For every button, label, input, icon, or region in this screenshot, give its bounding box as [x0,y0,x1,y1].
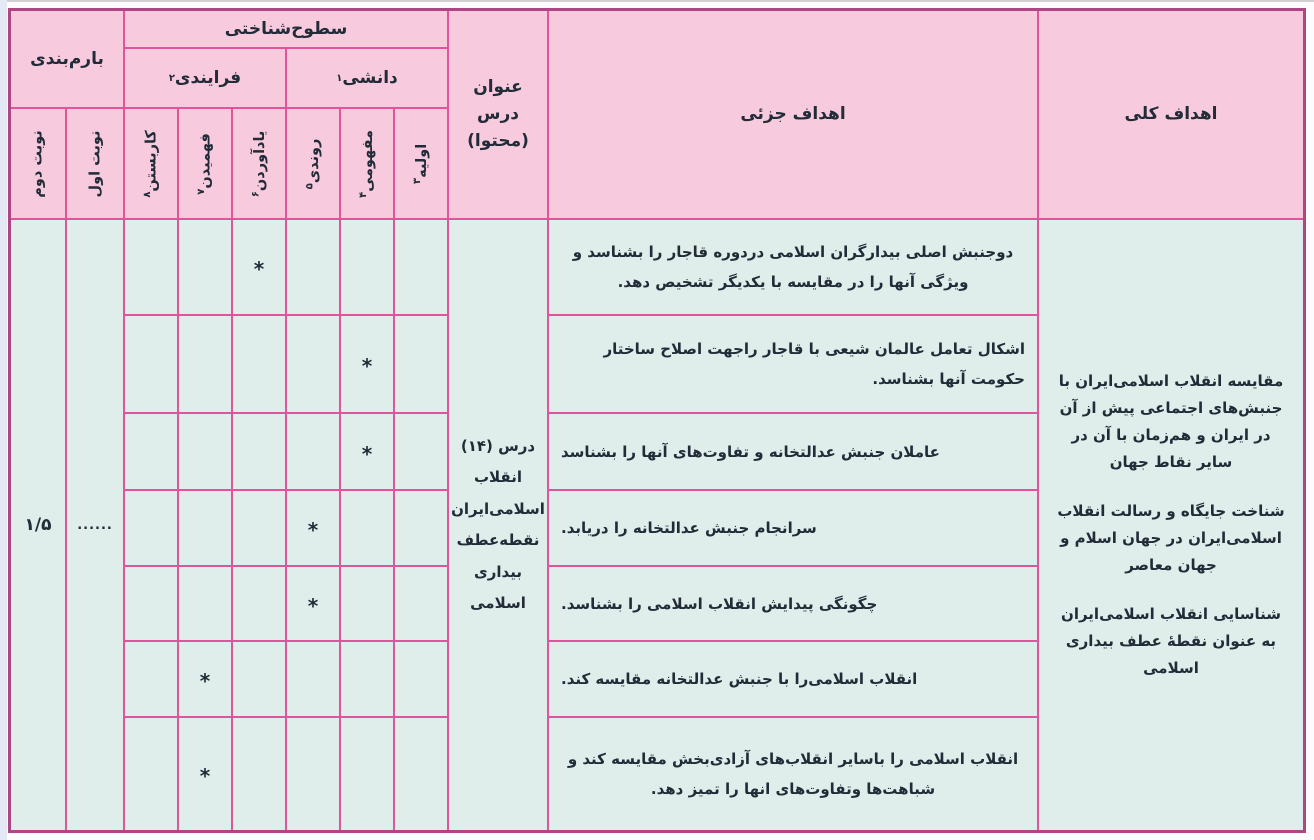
scoring-header: بارم‌بندی [11,11,123,107]
objective-cell: اشکال تعامل عالمان شیعی با قاجار راجهت اصلاح ساختار حکومت آنها بشناسد. [549,316,1037,412]
general-goals-header: اهداف کلی [1039,11,1303,218]
objective-cell: انقلاب اسلامی‌را با جنبش عدالتخانه مقایسه کند. [549,642,1037,716]
level-mark-cell-mafhoomi [341,642,393,716]
level-mark-cell-ravandi [287,316,339,412]
knowledge-label: دانشی [342,68,398,88]
level-mark-cell-avalie [395,220,447,314]
level-mark-cell-yadavordan [233,718,285,830]
level-mark-cell-yadavordan [233,220,285,314]
level-column-header-karbastan [125,109,177,218]
cognitive-levels-header: سطوح‌شناختی [125,11,447,47]
general-goal-2: شناخت جایگاه و رسالت انقلاب اسلامی‌ایران در جهان اسلام و جهان معاصر [1057,502,1285,574]
level-mark-cell-mafhoomi [341,567,393,640]
asterisk-mark: * [199,669,211,693]
partial-goals-header: اهداف جزئی [549,11,1037,218]
level-mark-cell-avalie [395,316,447,412]
term1-column-header [67,109,123,218]
level-column-label: روندی$^۵$ [304,138,322,189]
level-mark-cell-yadavordan [233,414,285,489]
process-sup: ۲ [168,72,175,84]
process-label: فرایندی [174,68,242,88]
level-mark-cell-karbastan [125,491,177,565]
general-goal-3: شناسایی انقلاب اسلامی‌ایران به عنوان نقطهٔ عطف بیداری اسلامی [1061,605,1281,677]
lesson-plan-table [8,8,1306,833]
level-mark-cell-fahmidan [179,220,231,314]
general-goal-1: مقایسه انقلاب اسلامی‌ایران با جنبش‌های اجتماعی پیش از آن در ایران و هم‌زمان با آن در سایر نقاط جهان [1058,372,1284,471]
asterisk-mark: * [307,518,319,542]
knowledge-group-header [287,49,447,107]
level-mark-cell-ravandi [287,414,339,489]
level-mark-cell-fahmidan [179,491,231,565]
objective-cell: دوجنبش اصلی بیدارگران اسلامی دردوره قاجار را بشناسد و ویژگی آنها را در مقایسه با یکدیگر تشخیص دهد. [549,220,1037,314]
level-mark-cell-fahmidan [179,718,231,830]
level-mark-cell-karbastan [125,642,177,716]
term1-score-cell: ...... [67,220,123,830]
level-column-header-avalie [395,109,447,218]
level-column-label: یادآوردن$^۶$ [250,130,268,197]
level-mark-cell-ravandi [287,491,339,565]
term2-label: نوبت دوم [30,129,46,198]
level-mark-cell-ravandi [287,718,339,830]
level-mark-cell-avalie [395,718,447,830]
level-mark-cell-karbastan [125,316,177,412]
level-mark-cell-karbastan [125,414,177,489]
level-mark-cell-avalie [395,642,447,716]
level-mark-cell-yadavordan [233,642,285,716]
asterisk-mark: * [361,441,373,466]
term1-label: نوبت اول [86,130,103,197]
level-mark-cell-yadavordan [233,316,285,412]
level-column-label: کاربستن$^۸$ [142,129,160,198]
level-column-header-fahmidan [179,109,231,218]
level-column-label: مفهومی$^۴$ [358,129,376,198]
knowledge-sup: ۱ [336,72,343,84]
level-mark-cell-avalie [395,414,447,489]
level-mark-cell-mafhoomi [341,718,393,830]
level-mark-cell-mafhoomi [341,220,393,314]
level-mark-cell-mafhoomi [341,316,393,412]
level-mark-cell-ravandi [287,567,339,640]
level-mark-cell-yadavordan [233,491,285,565]
objective-cell: سرانجام جنبش عدالتخانه را دریابد. [549,491,1037,565]
asterisk-mark: * [307,593,319,618]
level-mark-cell-fahmidan [179,316,231,412]
lesson-title-header: عنوان درس (محتوا) [449,11,547,218]
level-column-label: اولیه$^۳$ [412,143,430,184]
asterisk-mark: * [253,257,265,281]
level-column-label: فهمیدن$^۷$ [196,132,214,195]
term2-column-header [11,109,65,218]
objective-cell: چگونگی پیدایش انقلاب اسلامی را بشناسد. [549,567,1037,640]
level-mark-cell-karbastan [125,567,177,640]
level-mark-cell-ravandi [287,642,339,716]
asterisk-mark: * [199,764,211,788]
lesson-title-cell: درس (۱۴) انقلاب اسلامی‌ایران نقطه‌عطف بیداری اسلامی [449,220,547,830]
page-right-margin [0,0,7,840]
level-mark-cell-fahmidan [179,567,231,640]
asterisk-mark: * [361,354,373,378]
level-mark-cell-karbastan [125,220,177,314]
general-goals-cell [1039,220,1303,830]
level-mark-cell-fahmidan [179,414,231,489]
level-mark-cell-yadavordan [233,567,285,640]
level-column-header-yadavordan [233,109,285,218]
level-mark-cell-mafhoomi [341,414,393,489]
level-mark-cell-ravandi [287,220,339,314]
page-top-edge [0,0,1314,2]
level-mark-cell-karbastan [125,718,177,830]
level-column-header-mafhoomi [341,109,393,218]
objective-cell: عاملان جنبش عدالتخانه و تفاوت‌های آنها را بشناسد [549,414,1037,489]
process-group-header [125,49,285,107]
level-mark-cell-avalie [395,491,447,565]
level-mark-cell-avalie [395,567,447,640]
level-mark-cell-fahmidan [179,642,231,716]
level-mark-cell-mafhoomi [341,491,393,565]
objective-cell: انقلاب اسلامی را باسایر انقلاب‌های آزادی‌بخش مقایسه کند و شباهت‌ها وتفاوت‌های انها را تمیز دهد. [549,718,1037,830]
level-column-header-ravandi [287,109,339,218]
term2-score-cell: ۱/۵ [11,220,65,830]
